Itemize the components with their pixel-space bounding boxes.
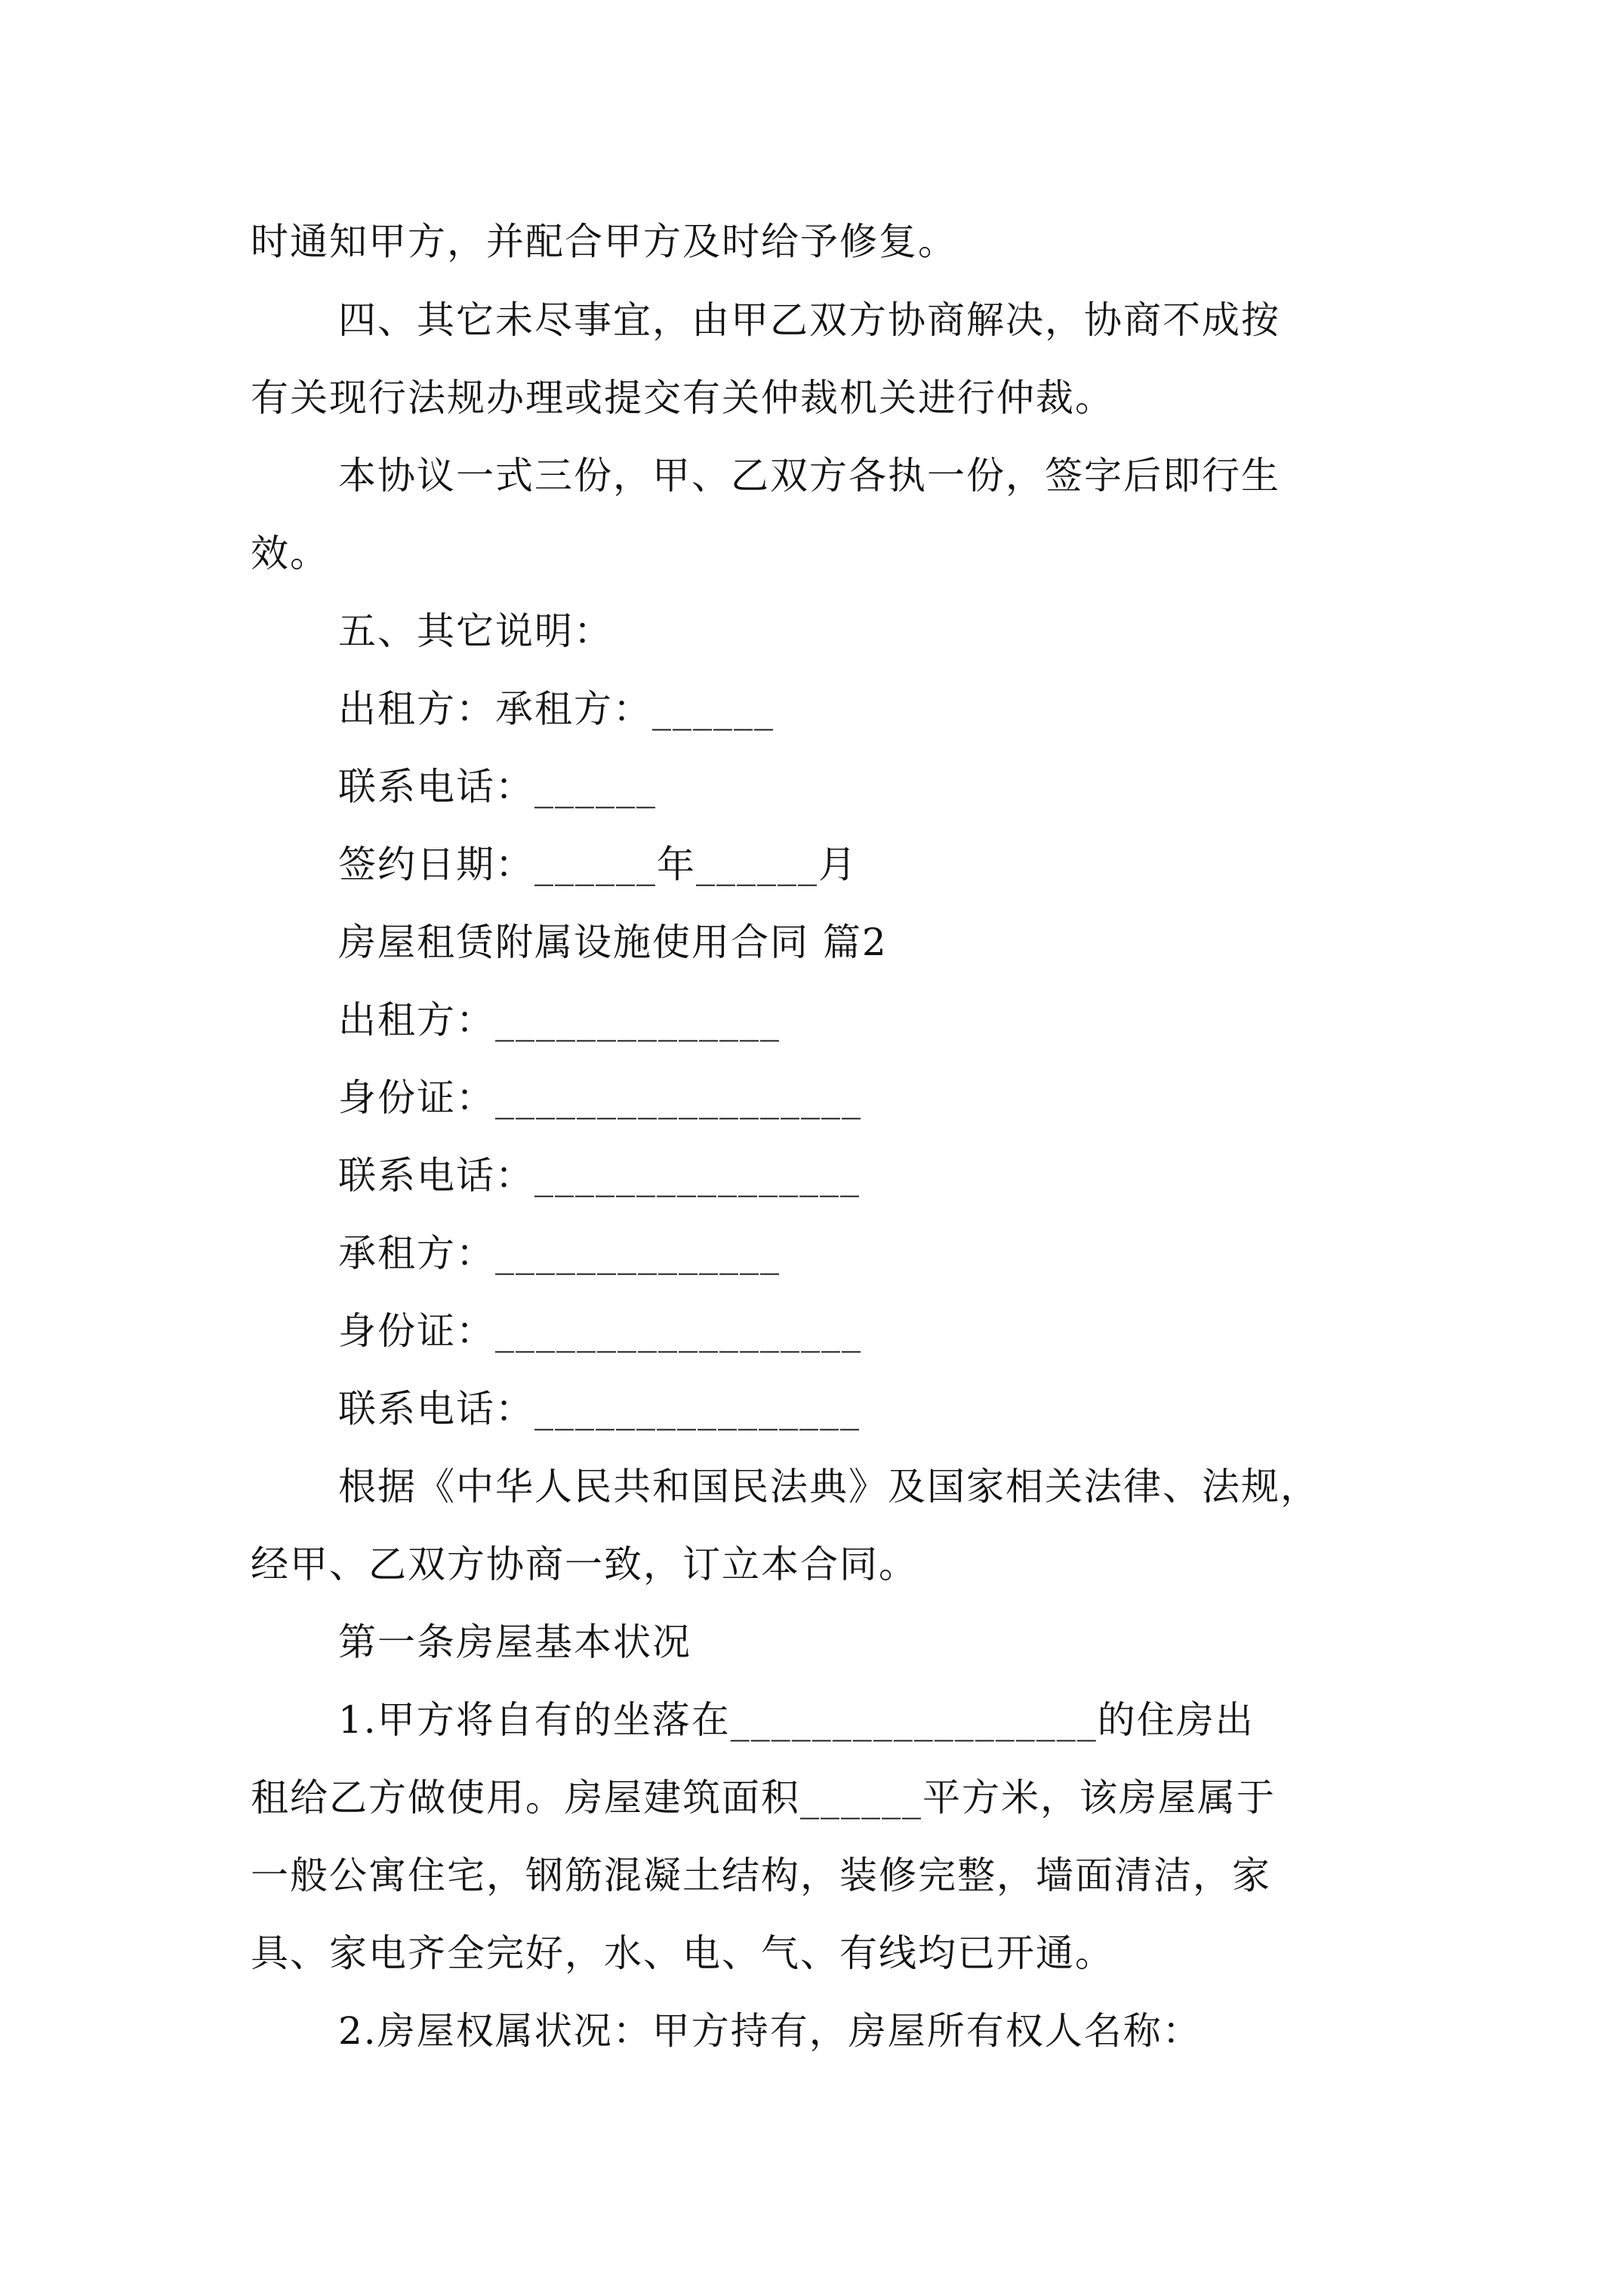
signature-field: 出租方：承租方：______ xyxy=(338,687,775,731)
paragraph-line: 具、家电齐全完好，水、电、气、有线均已开通。 xyxy=(251,1931,1114,1975)
paragraph-line: 一般公寓住宅，钢筋混凝土结构，装修完整，墙面清洁，家 xyxy=(251,1854,1271,1897)
contract-title: 房屋租赁附属设施使用合同 篇2 xyxy=(338,920,888,964)
paragraph-line: 四、其它未尽事宜，由甲乙双方协商解决，协商不成按 xyxy=(338,298,1280,342)
lessee-id-field: 身份证：__________________ xyxy=(338,1309,862,1353)
lessor-id-field: 身份证：__________________ xyxy=(338,1076,862,1120)
paragraph-line: 时通知甲方，并配合甲方及时给予修复。 xyxy=(251,220,957,264)
paragraph-line: 1.甲方将自有的坐落在__________________的住房出 xyxy=(338,1698,1255,1742)
paragraph-line: 根据《中华人民共和国民法典》及国家相关法律、法规， xyxy=(338,1465,1320,1509)
paragraph-line: 2.房屋权属状况：甲方持有，房屋所有权人名称： xyxy=(338,2009,1202,2053)
lessee-phone-field: 联系电话：________________ xyxy=(338,1387,861,1431)
date-field: 签约日期：______年______月 xyxy=(338,843,858,886)
lessee-field: 承租方：______________ xyxy=(338,1231,781,1275)
paragraph-line: 本协议一式三份，甲、乙双方各执一份，签字后即行生 xyxy=(338,454,1280,498)
phone-field: 联系电话：______ xyxy=(338,765,657,809)
lessor-field: 出租方：______________ xyxy=(338,998,781,1042)
paragraph-line: 效。 xyxy=(251,532,329,575)
article-heading: 第一条房屋基本状况 xyxy=(338,1620,691,1664)
paragraph-line: 经甲、乙双方协商一致，订立本合同。 xyxy=(251,1542,918,1586)
paragraph-line: 租给乙方做使用。房屋建筑面积______平方米，该房屋属于 xyxy=(251,1776,1276,1820)
paragraph-line: 有关现行法规办理或提交有关仲裁机关进行仲裁。 xyxy=(251,376,1114,420)
lessor-phone-field: 联系电话：________________ xyxy=(338,1154,861,1197)
section-heading: 五、其它说明： xyxy=(338,609,613,653)
